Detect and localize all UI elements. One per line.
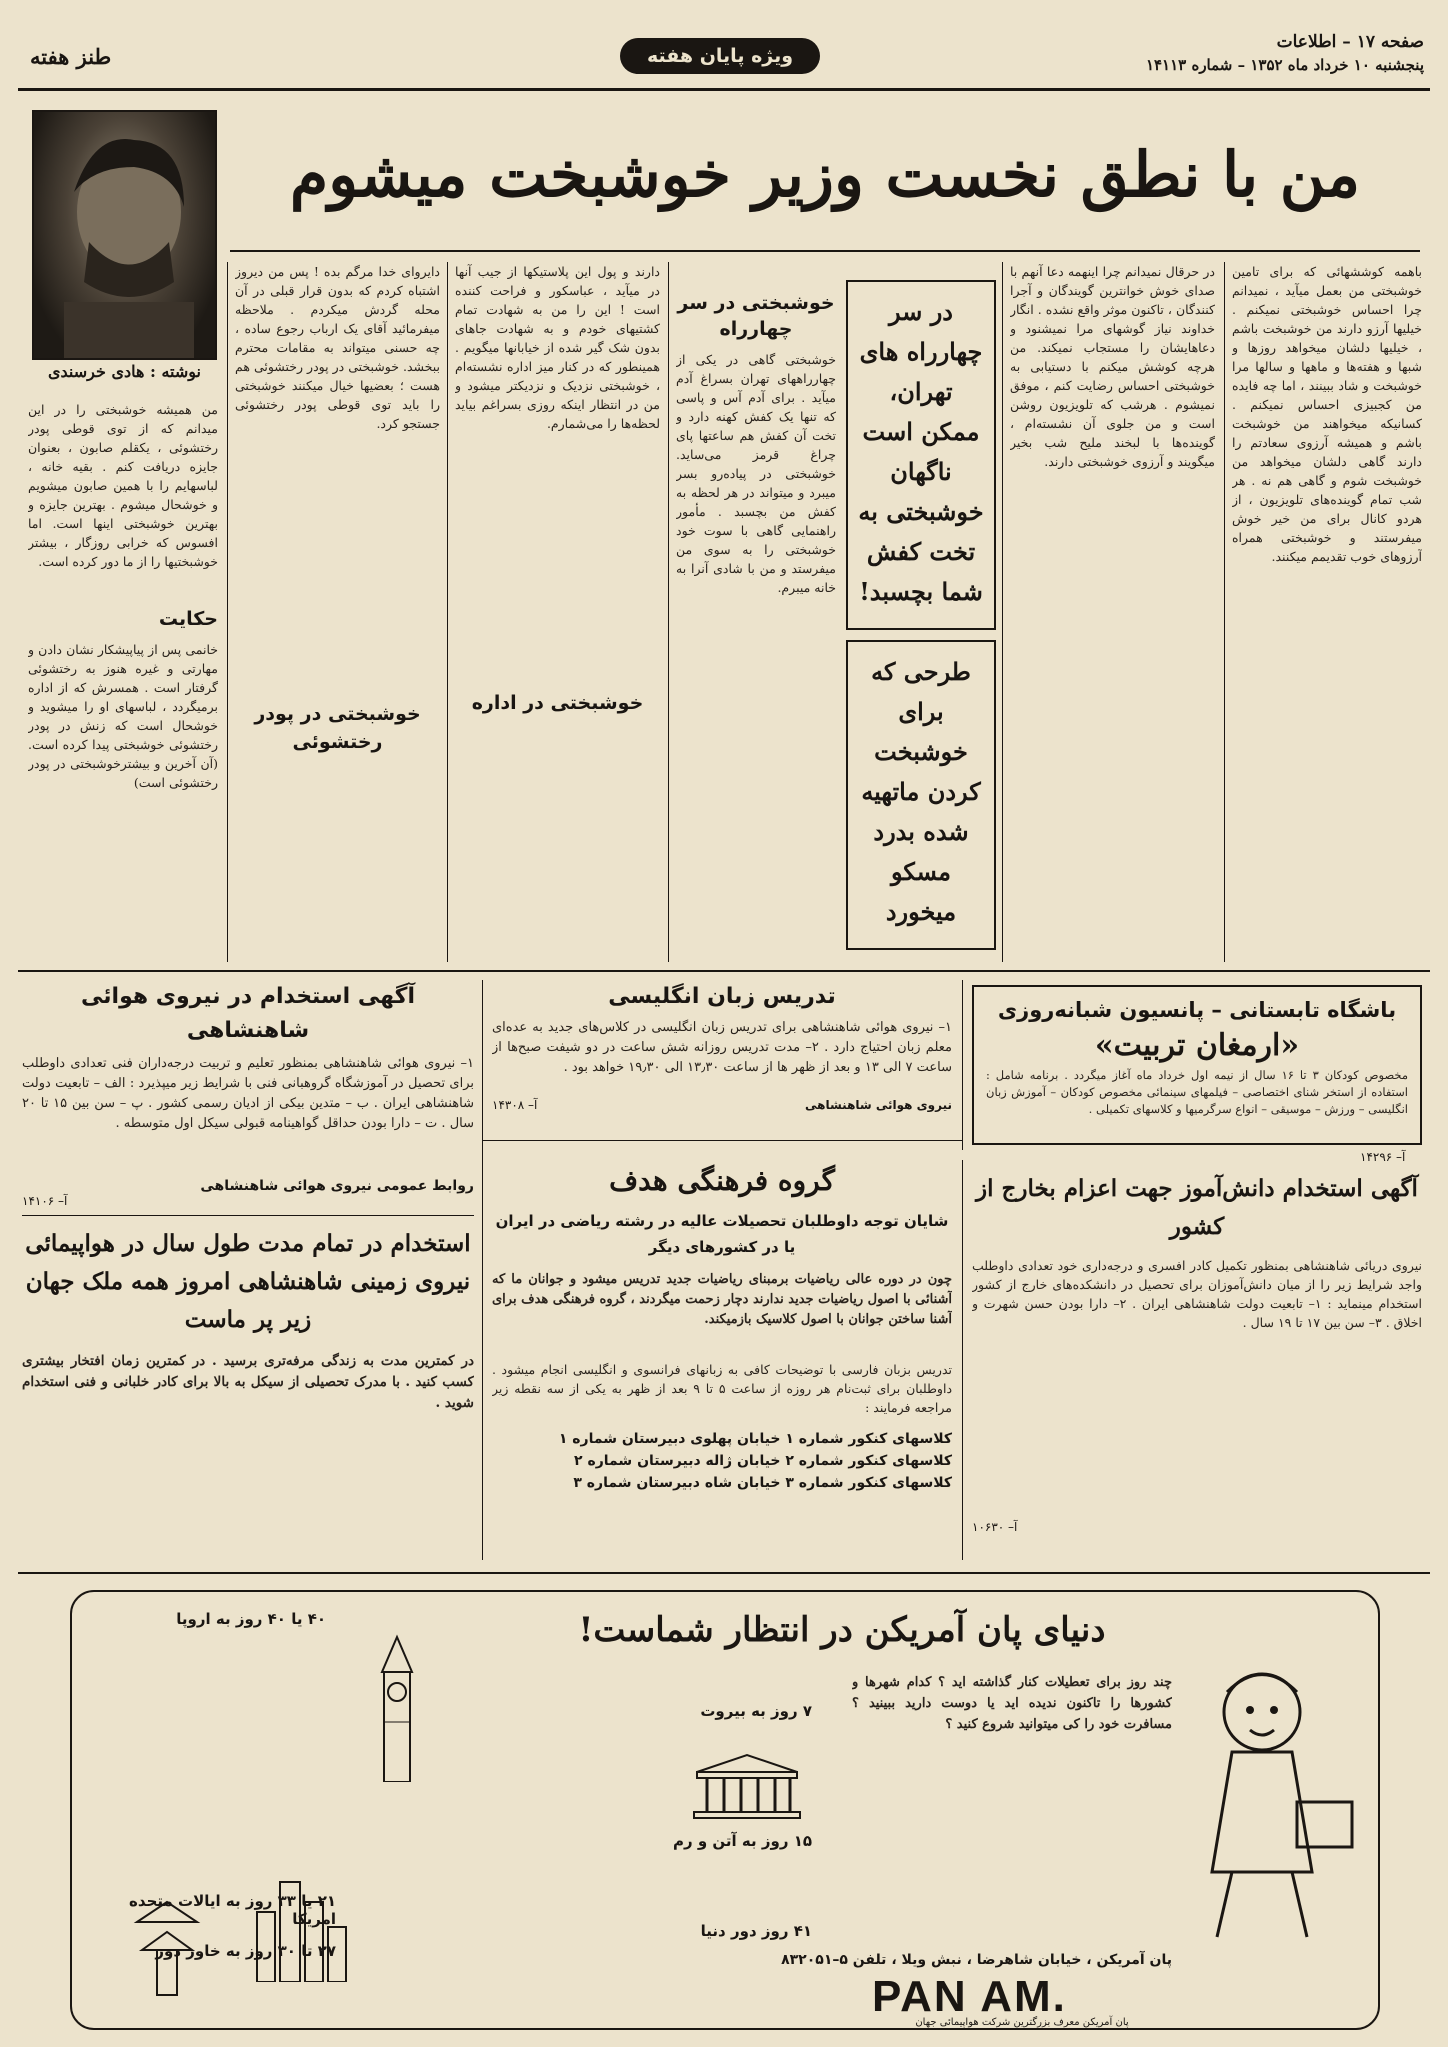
panam-top-rule [18, 1572, 1430, 1574]
panam-foot: پان آمریکن معرف بزرگترین شرکت هواپیمائی جهان [915, 2017, 1129, 2028]
sidebar-box-1 [846, 280, 996, 630]
col-divider-3 [668, 262, 669, 962]
portrait-illustration [34, 112, 215, 358]
panam-contact: پان آمریکن ، خیابان شاهرضا ، نبش ویلا ، تلفن ۵–۸۳۲۰۵۱ [781, 1952, 1172, 1968]
row2-rule-mid [482, 1140, 962, 1141]
ad-hadaf-text: چون در دوره عالی ریاضیات برمبنای ریاضیات جدید تدریس میشود و جوانان ما که آشنائی با اصول ریاضیات جدید ندارند دچار زحمت میگردند ، گروه فرهنگی هدف برای آشنا ساختن جوانان با اصول کلاسیک بازمیکند. [492, 1272, 952, 1327]
subhead-edareh: خوشبختی در اداره [471, 692, 644, 714]
article-col-5: دایروای خدا مرگم بده ! پس من دیروز اشتباه کردم که بدون قرار قبلی در آن محله گردش میکردم . ملاحظه میفرمائید آقای یک ارباب رجوع ساده ، چه حسنی میتواند به مقامات محترم ببخشد. خوشبختی در پودر رختشوئی هم هست ؛ بعضیها خیال میکنند خوشبختی را باید توی قوطی پودر رختشوئی جستجو کرد. [235, 264, 440, 431]
panam-logo: PAN AM. [872, 1972, 1067, 2021]
ad-hadaf-location-2: کلاسهای کنکور شماره ۲ خیابان ژاله دبیرستان شماره ۲ [574, 1453, 952, 1469]
ad-divider-d [962, 1160, 963, 1560]
traveler-illustration [1172, 1652, 1372, 1952]
article-col-6: من همیشه خوشبختی را در این میدانم که از توی قوطی پودر رختشوئی ، یکقلم صابون ، بعنوان جایزه دریافت کنم . بقیه خانه ، لباسهایم را با همین صابون میشویم و خوشحال میشوم . بهترین جایزه و بهترین خوشبختی اینها است. اما افسوس که خرابی روزگار ، بیشتر خوشبختیها را از ما دور کرده است. [28, 402, 218, 569]
section-badge: ویژه پایان هفته [620, 38, 820, 74]
ad-panam [70, 1590, 1380, 2030]
author-photo [32, 110, 217, 360]
ad-english-code: آ– ۱۴۳۰۸ [492, 1098, 538, 1112]
byline: نوشته : هادی خرسندی [48, 362, 201, 381]
ad-navy [972, 1170, 1422, 1560]
ad-english [492, 980, 952, 1130]
ad-air-force-code: آ– ۱۴۱۰۶ [22, 1194, 68, 1208]
ad-army [22, 1225, 474, 1555]
panam-intro: چند روز برای تعطیلات کنار گذاشته اید ؟ کدام شهرها و کشورها را تاکنون ندیده اید یا دوست دارید ببینید ؟ مسافرت خود را کی میتوانید شروع کنید ؟ [852, 1675, 1172, 1732]
parthenon-illustration [692, 1752, 802, 1822]
ad-navy-code: آ– ۱۰۶۳۰ [972, 1520, 1018, 1534]
col-divider-5 [227, 262, 228, 962]
ad-air-force-text: ۱– نیروی هوائی شاهنشاهی بمنظور تعلیم و تربیت درجه‌داران فنی تعدادی داوطلب برای تحصیل در آموزشگاه گروهبانی فنی با شرایط زیر میپذیرد : الف – تابعیت دولت شاهنشاهی ایران . ب – متدین بیکی از ادیان رسمی کشور . پ – سن بین ۱۵ تا ۲۰ سال . ت – دارا بودن حداقل گواهینامه قبولی سیکل اول متوسطه . [22, 1056, 474, 1131]
ad-club-text: مخصوص کودکان ۳ تا ۱۶ سال از نیمه اول خرداد ماه آغاز میگردد . برنامه شامل : استفاده از استخر شنای اختصاصی – فیلمهای سینمائی مخصوص کودکان – آموزش زبان انگلیسی – ورزش – موسیقی – انواع سرگرمیها و کلاسهای تکمیلی . [986, 1068, 1408, 1116]
subhead-hekayat: حکایت [158, 608, 218, 630]
subhead-chaharrah: خوشبختی در سر چهارراه [677, 292, 835, 340]
article-col-2: در حرقال نمیدانم چرا اینهمه دعا آنهم با صدای خوش خوانترین گویندگان و آجرا کنندگان ، تاکنون موثر واقع نشده . انگار خداوند نیاز گوشهای مرا نمیشنود و دعاهایشان را مستجاب نمیکند. من هرچه کوشش میکنم با دستیابی به خوشبختی احساس رضایت کنم ، موفق نمیشوم . هرشب که تلویزیون روشن است و من جلوی آن نشسته‌ام ، گوینده‌ها با لبخند ملیح شب بخیر میگویند و آرزوی خوشبختی دارند. [1010, 264, 1215, 469]
subhead-poudr: خوشبختی در پودر رختشوئی [254, 703, 421, 753]
ad-club-title: باشگاه تابستانی – پانسیون شبانه‌روزی [997, 998, 1397, 1022]
date-line: پنجشنبه ۱۰ خرداد ماه ۱۳۵۲ – شماره ۱۴۱۱۳ [1145, 56, 1424, 74]
panam-tour-beirut: ۷ روز به بیروت [700, 1702, 812, 1720]
panam-headline: دنیای پان آمریکن در انتظار شماست! [578, 1610, 1106, 1650]
ad-english-title: تدریس زبان انگلیسی [608, 984, 836, 1009]
headline-rule [230, 250, 1420, 252]
ad-navy-text: نیروی دریائی شاهنشاهی بمنظور تکمیل کادر افسری و درجه‌داری خود تعدادی داوطلب واجد شرایط زیر را از میان دانش‌آموزان برای تحصیل در دانشکده‌های خارج از کشور استخدام مینماید : ۱– تابعیت دولت شاهنشاهی ایران . ۲– دارا بودن حسن شهرت و اخلاق . ۳– سن بین ۱۷ تا ۱۹ سال . [972, 1258, 1422, 1330]
ad-army-text: در کمترین مدت به زندگی مرفه‌تری برسید . در کمترین زمان افتخار بیشتری کسب کنید . با مدرک تحصیلی از سیکل به بالا برای کادر خلبانی و فنی استخدام شوید . [22, 1353, 474, 1411]
sidebar-headline-2: طرحی که برای خوشبخت کردن ماتهیه شده بدرد مسکو میخورد [861, 657, 981, 926]
ad-hadaf-title: گروه فرهنگی هدف [609, 1164, 835, 1197]
col-divider-4 [447, 262, 448, 962]
row2-rule-left [22, 1215, 474, 1216]
ad-hadaf-sub: شایان توجه داوطلبان تحصیلات عالیه در رشته ریاضی در ایران یا در کشورهای دیگر [495, 1212, 949, 1256]
ad-hadaf-text2: تدریس بزبان فارسی با توضیحات کافی به زبانهای فرانسوی و انگلیسی انجام میشود . داوطلبان برای ثبت‌نام هر روزه از ساعت ۵ تا ۹ بعد از ظهر به یکی از سه نقطه زیر مراجعه فرمایند : [492, 1362, 952, 1415]
article-col-3: خوشبختی گاهی در یکی از چهارراههای تهران بسراغ آدم میآید . برای آدم آس و پاسی که تنها یک کفش کهنه دارد و تخت آن کفش هم ساعتها پای چراغ قرمز می‌ساید. خوشبختی در پیاده‌رو بسر میبرد و میتواند در هر لحظه به کفش من بچسبد . مأمور راهنمایی گاهی با سوت خود خوشبختی را به سوی من میفرستد و من با شادی آنرا به خانه میبرم. [676, 352, 836, 595]
article-bottom-rule [18, 970, 1430, 972]
ad-divider-c [482, 1150, 483, 1560]
ad-air-force [22, 980, 474, 1208]
article-col-6b: خانمی پس از پیاپیشکار نشان دادن و مهارتی و غیره هنوز به رختشوئی گرفتار است . همسرش که از اداره برمیگردد ، لباسهای او را میشوید و خوشحال است که زنش در پودر رختشوئی خوشبختی پیدا کرده است. (آن آخرین و بیشترخوشبختی در پودر رختشوئی است) [28, 642, 218, 790]
ad-army-title: استخدام در تمام مدت طول سال در هواپیمائی نیروی زمینی شاهنشاهی امروز همه ملک جهان زیر پر ماست [25, 1230, 471, 1333]
ad-hadaf-location-3: کلاسهای کنکور شماره ۳ خیابان شاه دبیرستان شماره ۳ [573, 1475, 952, 1491]
col-divider-1 [1224, 262, 1225, 962]
header-rule [18, 88, 1430, 91]
panam-tour-world: ۴۱ روز دور دنیا [700, 1922, 812, 1940]
masthead [0, 0, 1448, 80]
ad-club-name: «ارمغان تربیت» [1094, 1028, 1300, 1063]
panam-tour-usa: ۲۱ یا ۳۳ روز به ایالات متحده امریکا [129, 1892, 336, 1928]
panam-tour-europe: ۴۰ یا ۴۰ روز به اروپا [176, 1610, 326, 1628]
panam-tour-athens: ۱۵ روز به آتن و رم [673, 1832, 812, 1850]
panam-tour-fareast: ۲۷ تا ۳۰ روز به خاور دور [155, 1942, 336, 1960]
ad-english-foot: نیروی هوائی شاهنشاهی [805, 1098, 952, 1112]
ad-club-code: آ– ۱۴۲۹۶ [1360, 1150, 1406, 1164]
big-ben-illustration [362, 1632, 432, 1782]
skyline-illustration [252, 1872, 352, 1982]
sidebar-headline-1: در سر چهارراه های تهران، ممکن است ناگهان خوشبختی به تخت کفش شما بچسبد! [858, 297, 984, 606]
page-info: صفحه ۱۷ – اطلاعات [1276, 32, 1424, 52]
ad-navy-title: آگهی استخدام دانش‌آموز جهت اعزام بخارج از کشور [976, 1175, 1418, 1240]
ad-club [972, 985, 1422, 1145]
sidebar-box-2 [846, 640, 996, 950]
pagoda-illustration [132, 1892, 202, 2002]
ad-divider-b [962, 980, 963, 1150]
ad-english-text: ۱– نیروی هوائی شاهنشاهی برای تدریس زبان انگلیسی در کلاس‌های جدید به عده‌ای معلم زبان احتیاج دارد . ۲– مدت تدریس روزانه شش ساعت در دو شیفت صبح‌ها از ساعت ۷ الی ۱۳ و بعد از ظهر ها از ساعت ۱۳٫۳۰ الی ۱۹٫۳۰ خواهد بود . [492, 1020, 952, 1075]
main-headline: من با نطق نخست وزیر خوشبخت میشوم [289, 138, 1361, 211]
ad-hadaf-location-1: کلاسهای کنکور شماره ۱ خیابان پهلوی دبیرستان شماره ۱ [558, 1431, 952, 1447]
section-left: طنز هفته [30, 44, 112, 69]
ad-air-force-title: آگهی استخدام در نیروی هوائی شاهنشاهی [81, 984, 415, 1043]
article-col-1: باهمه کوششهائی که برای تامین خوشبختی من بعمل میآید ، نمیدانم چرا احساس خوشبختی نمیکنم . خیلیها آرزو دارند من خوشبخت باشم ، خیلیها دلشان میخواهد روزها و شبها و هفته‌ها و ماهها و سالها مرا خوشبخت و شاد ببینند ، اما چه فایده من کجبیزی احساس نمیکنم . کسانیکه میخواهند من خوشبخت باشم و همیشه آرزوی سعادتم را دارند گاهی دلشان میخواهد من خوشبخت شوم و گاهی هم نه . هر شب تمام گوینده‌های تلویزیون ، از هردو کانال برای من خیر خوش میفرستند و خوشبختی همراه آرزوهای خوب تقدیمم میکنند. [1232, 264, 1422, 564]
ad-hadaf [492, 1160, 952, 1560]
col-divider-2 [1002, 262, 1003, 962]
ad-air-force-foot: روابط عمومی نیروی هوائی شاهنشاهی [200, 1178, 474, 1194]
article-col-4: دارند و پول این پلاستیکها از جیب آنها در میآید ، عباسکور و فراحت کننده است ! این را من به شهادت تمام کشتیهای خودم و به شهادت جاهای بدون شک گیر شده از خیابانها میگویم . همینطور که در کنار میز اداره نشسته‌ام ، خوشبختی نزدیک و نزدیکتر میشود و من در انتظار اینکه روزی بسراغم بیاید لحظه‌ها را می‌شمارم. [455, 264, 660, 431]
